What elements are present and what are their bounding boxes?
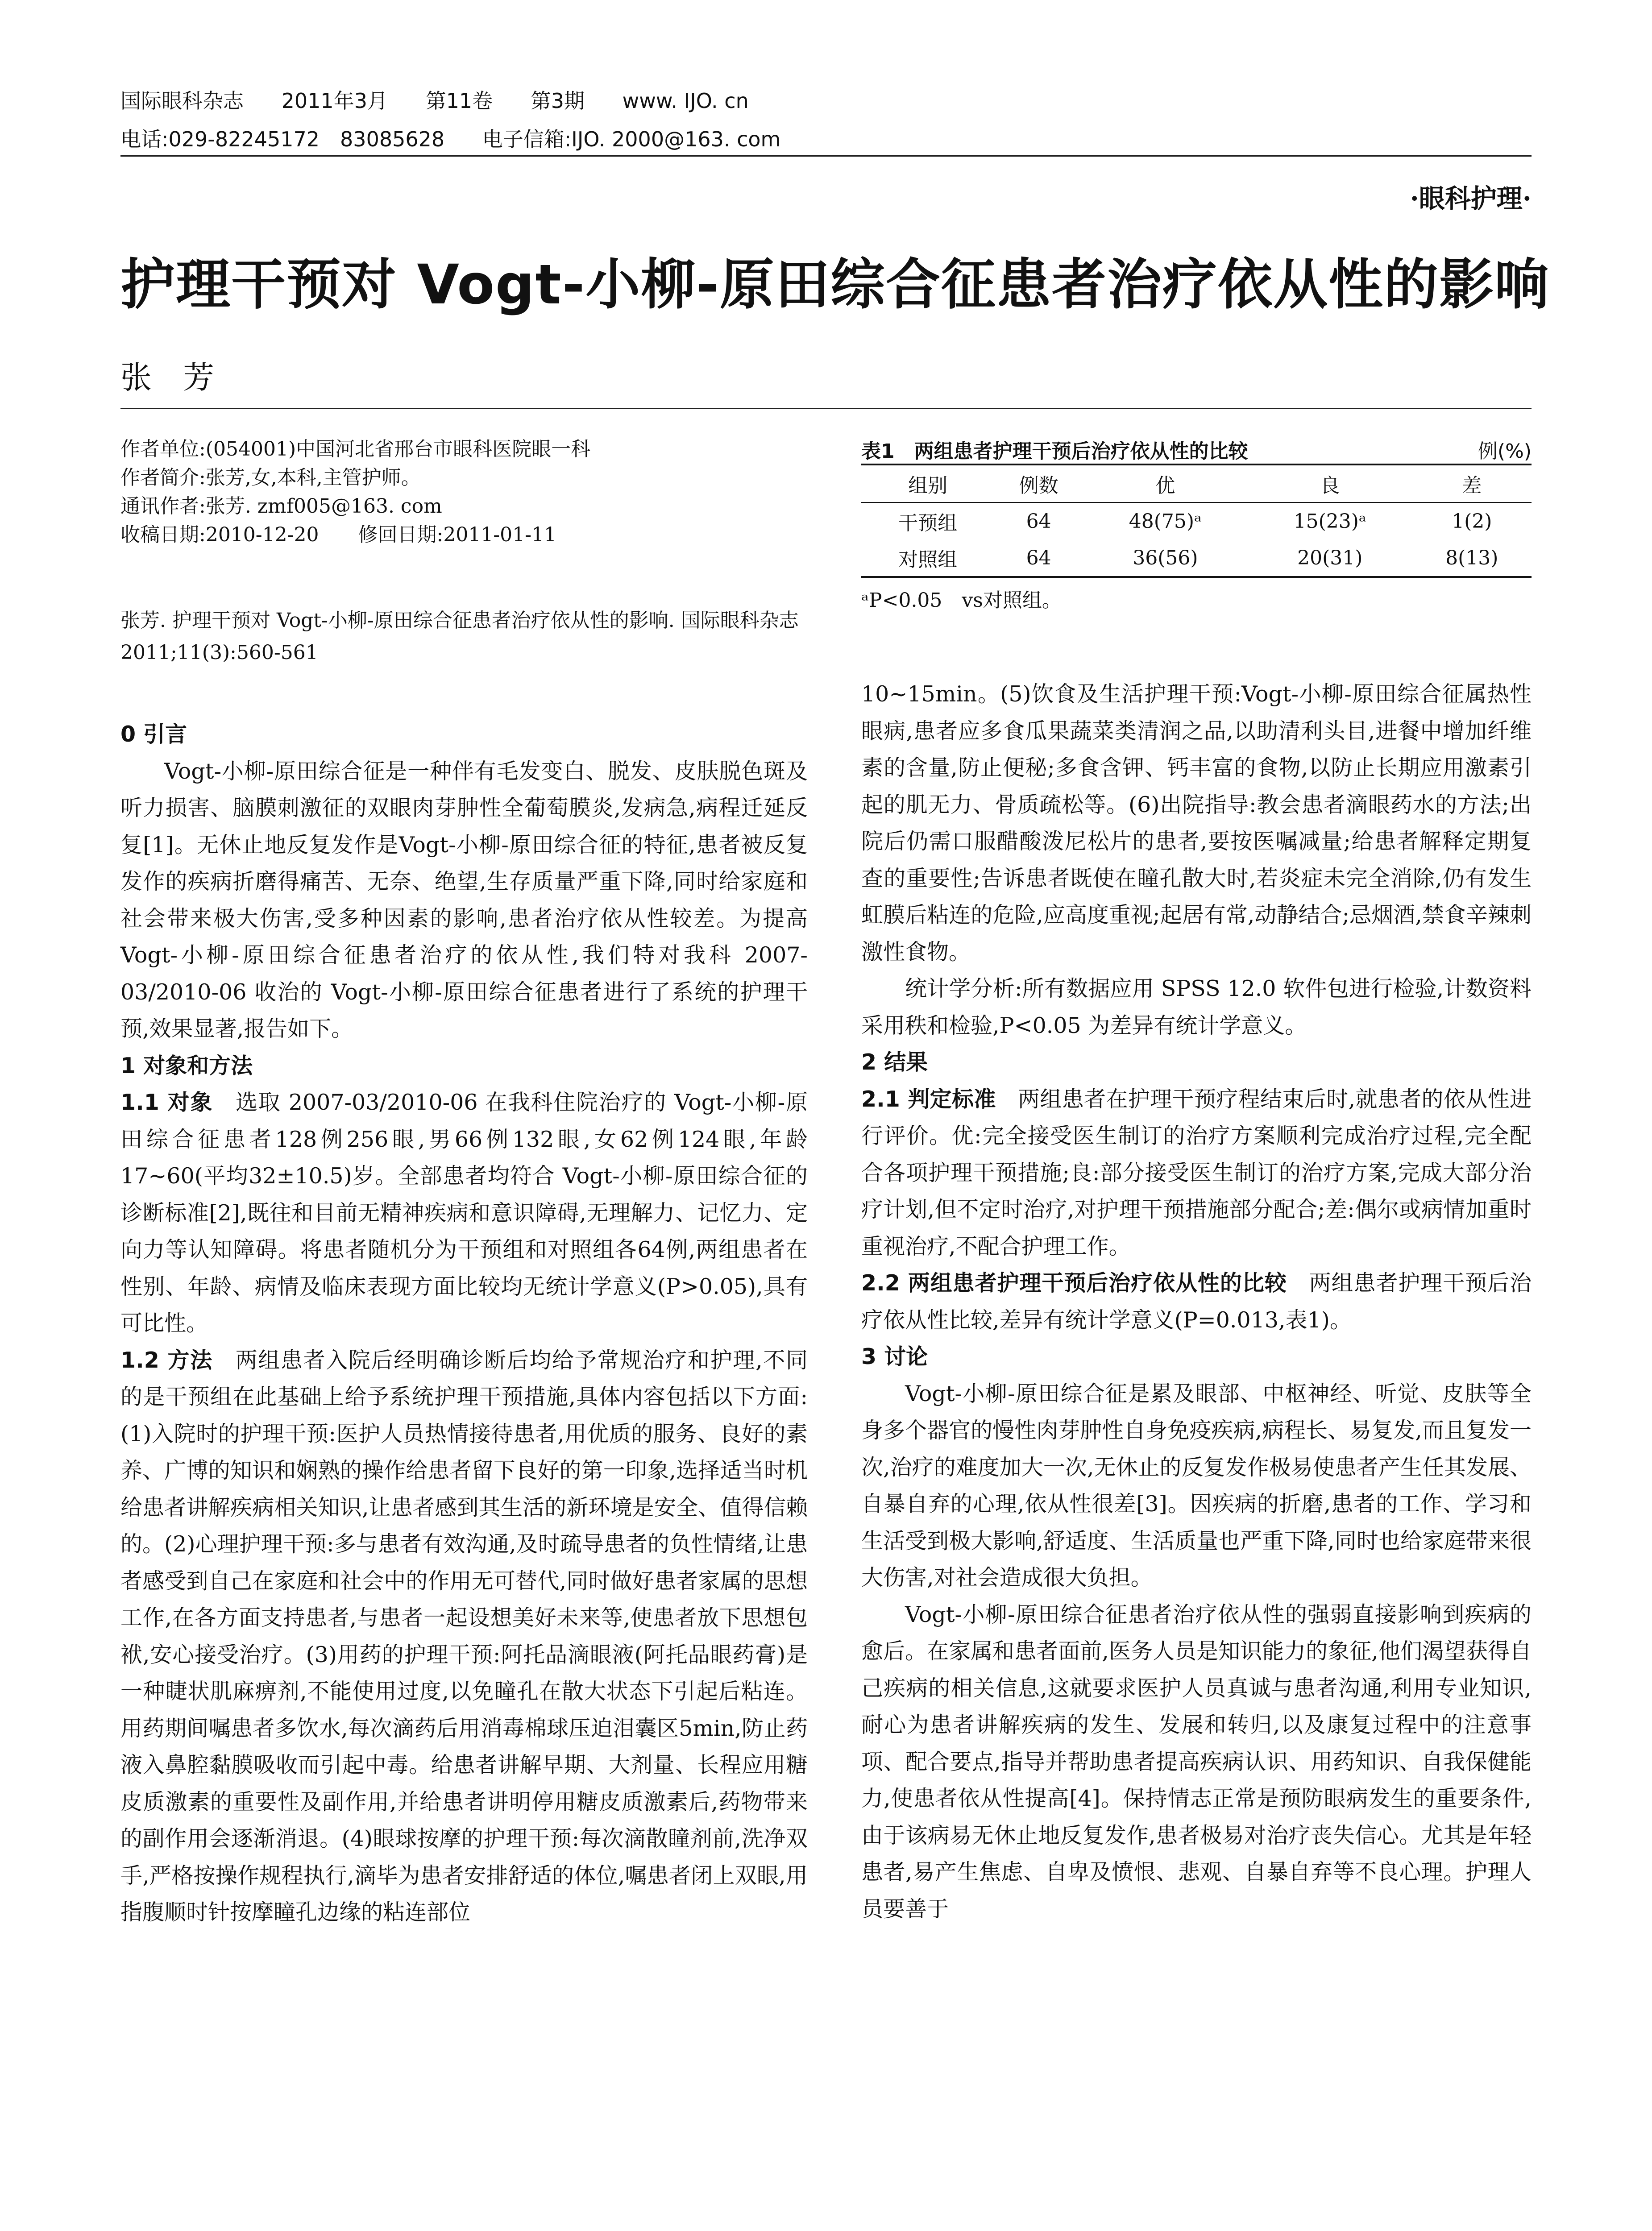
method-text: 两组患者入院后经明确诊断后均给予常规治疗和护理,不同的是干预组在此基础上给予系统护理干预措施,具体内容包括以下方面:(1)入院时的护理干预:医护人员热情接待患者,用优质的服务、良好的素养、广博的知识和娴熟的操作给患者留下良好的第一印象,选择适当时机给患者讲解疾病相关知识,让患者感到其生活的新环境是安全、值得信赖的。(2)心理护理干预:多与患者有效沟通,及时疏导患者的负性情绪,让患者感受到自己在家庭和社会中的作用无可替代,同时做好患者家属的思想工作,在各方面支持患者,与患者一起设想美好未来等,使患者放下思想包袱,安心接受治疗。(3)用药的护理干预:阿托品滴眼液(阿托品眼药膏)是一种睫状肌麻痹剂,不能使用过度,以免瞳孔在散大状态下引起后粘连。用药期间嘱患者多饮水,每次滴药后用消毒棉球压迫泪囊区5min,防止药液入鼻腔黏膜吸收而引起中毒。给患者讲解早期、大剂量、长程应用糖皮质激素的重要性及副作用,并给患者讲明停用糖皮质激素后,药物带来的副作用会逐渐消退。(4)眼球按摩的护理干预:每次滴散瞳剂前,洗净双手,严格按操作规程执行,滴毕为患者安排舒适的体位,嘱患者闭上双眼,用指腹顺时针按摩瞳孔边缘的粘连部位 — [120, 1347, 808, 1925]
subjects-text: 选取 2007-03/2010-06 在我科住院治疗的 Vogt-小柳-原田综合征患者128例256眼,男66例132眼,女62例124眼,年龄17~60(平均32±10.5)岁。全部患者均符合 Vogt-小柳-原田综合征的诊断标准[2],既往和目前无精神疾病和意识障碍,无理解力、记忆力、定向力等认知障碍。将患者随机分为干预组和对照组各64例,两组患者在性别、年龄、病情及临床表现方面比较均无统计学意义(P>0.05),具有可比性。 — [120, 1090, 808, 1336]
paragraph-method — [120, 1342, 808, 1931]
left-column-body — [120, 716, 808, 1931]
header-group: 组别 — [908, 474, 948, 497]
table-header-row — [861, 464, 1532, 502]
paragraph-continued: 10~15min。(5)饮食及生活护理干预:Vogt-小柳-原田综合征属热性眼病,患者应多食瓜果蔬菜类清润之品,以助清利头目,进餐中增加纤维素的含量,防止便秘;多食含钾、钙丰富的食物,以防止长期应用激素引起的肌无力、骨质疏松等。(6)出院指导:教会患者滴眼药水的方法;出院后仍需口服醋酸泼尼松片的患者,要按医嘱减量;给患者解释定期复查的重要性;告诉患者既使在瞳孔散大时,若炎症未完全消除,仍有发生虹膜后粘连的危险,应高度重视;起居有常,动静结合;忌烟酒,禁食辛辣刺激性食物。 — [861, 681, 1532, 965]
paragraph-discussion-1: Vogt-小柳-原田综合征是累及眼部、中枢神经、听觉、皮肤等全身多个器官的慢性肉芽肿性自身免疫疾病,病程长、易复发,而且复发一次,治疗的难度加大一次,无休止的反复发作极易使患者产生任其发展、自暴自弃的心理,依从性很差[3]。因疾病的折磨,患者的工作、学习和生活受到极大影响,舒适度、生活质量也严重下降,同时也给家庭带来很大伤害,对社会造成很大负担。 — [861, 1381, 1532, 1590]
table-row — [861, 502, 1532, 539]
cell: 64 — [1026, 510, 1051, 533]
cell: 8(13) — [1445, 546, 1498, 569]
table-unit: 例(%) — [1478, 440, 1532, 463]
table-note: ᵃP<0.05 vs对照组。 — [861, 589, 1062, 612]
heading-methods: 1 对象和方法 — [120, 1053, 253, 1078]
paragraph-subjects — [120, 1084, 808, 1342]
issue-number: 第3期 — [530, 89, 585, 113]
paragraph-comparison — [861, 1265, 1532, 1339]
subheading-comparison: 2.2 两组患者护理干预后治疗依从性的比较 — [861, 1270, 1287, 1296]
section-tag: ·眼科护理· — [1410, 183, 1532, 214]
header-excellent: 优 — [1155, 474, 1175, 497]
issue-date: 2011年3月 — [281, 89, 388, 113]
author-bio: 作者简介:张芳,女,本科,主管护师。 — [120, 466, 421, 489]
cell: 36(56) — [1133, 546, 1198, 569]
citation: 张芳. 护理干预对 Vogt-小柳-原田综合征患者治疗依从性的影响. 国际眼科杂志 2011;11(3):560-561 — [120, 609, 799, 664]
journal-website[interactable]: www. IJO. cn — [622, 89, 749, 113]
paragraph-intro: Vogt-小柳-原田综合征是一种伴有毛发变白、脱发、皮肤脱色斑及听力损害、脑膜刺激征的双眼肉芽肿性全葡萄膜炎,发病急,病程迁延反复[1]。无休止地反复发作是Vogt-小柳-原田综合征的特征,患者被反复发作的疾病折磨得痛苦、无奈、绝望,生存质量严重下降,同时给家庭和社会带来极大伤害,受多种因素的影响,患者治疗依从性较差。为提高 Vogt-小柳-原田综合征患者治疗的依从性,我们特对我科 2007-03/2010-06 收治的 Vogt-小柳-原田综合征患者进行了系统的护理干预,效果显著,报告如下。 — [120, 758, 808, 1041]
header-count: 例数 — [1019, 474, 1058, 497]
comparison-text: 两组患者护理干预后治疗依从性比较,差异有统计学意义(P=0.013,表1)。 — [861, 1270, 1532, 1333]
paragraph-criteria — [861, 1081, 1532, 1265]
cell: 干预组 — [898, 512, 958, 535]
criteria-text: 两组患者在护理干预疗程结束后时,就患者的依从性进行评价。优:完全接受医生制订的治疗方案顺利完成治疗过程,完全配合各项护理干预措施;良:部分接受医生制订的治疗方案,完成大部分治疗计划,但不定时治疗,对护理干预措施部分配合;差:偶尔或病情加重时重视治疗,不配合护理工作。 — [861, 1086, 1532, 1259]
article-meta — [120, 435, 808, 549]
article-author: 张 芳 — [120, 359, 214, 396]
cell: 20(31) — [1297, 546, 1363, 569]
volume: 第11卷 — [425, 89, 493, 113]
cell: 对照组 — [898, 548, 958, 571]
subheading-subjects: 1.1 对象 — [120, 1090, 213, 1115]
phone: 电话:029-82245172 83085628 — [120, 127, 445, 151]
table-1 — [861, 435, 1532, 613]
header-divider — [120, 155, 1532, 157]
cell: 48(75)ᵃ — [1129, 510, 1202, 533]
corresponding-author: 通讯作者:张芳. zmf005@163. com — [120, 495, 442, 518]
running-header-line2 — [120, 123, 812, 153]
received-dates: 收稿日期:2010-12-20 修回日期:2011-01-11 — [120, 523, 557, 546]
header-good: 良 — [1320, 474, 1340, 497]
right-column-body — [861, 676, 1532, 1928]
table-row — [861, 539, 1532, 577]
email[interactable]: 电子信箱:IJO. 2000@163. com — [482, 127, 781, 151]
subheading-method: 1.2 方法 — [120, 1347, 213, 1373]
title-divider — [120, 408, 1532, 409]
affiliation: 作者单位:(054001)中国河北省邢台市眼科医院眼一科 — [120, 438, 591, 460]
compliance-table — [861, 464, 1532, 578]
cell: 64 — [1026, 546, 1051, 569]
cell: 15(23)ᵃ — [1293, 510, 1366, 533]
heading-discussion: 3 讨论 — [861, 1344, 928, 1369]
paragraph-statistics: 统计学分析:所有数据应用 SPSS 12.0 软件包进行检验,计数资料采用秩和检验,P<0.05 为差异有统计学意义。 — [861, 976, 1532, 1038]
article-title: 护理干预对 Vogt-小柳-原田综合征患者治疗依从性的影响 — [120, 253, 1550, 316]
heading-introduction: 0 引言 — [120, 722, 187, 747]
table-caption-row — [861, 435, 1532, 464]
header-poor: 差 — [1462, 474, 1482, 497]
running-header-line1 — [120, 85, 780, 114]
heading-results: 2 结果 — [861, 1049, 928, 1075]
table-caption: 表1 两组患者护理干预后治疗依从性的比较 — [861, 440, 1248, 463]
subheading-criteria: 2.1 判定标准 — [861, 1086, 996, 1112]
cell: 1(2) — [1452, 510, 1492, 533]
journal-name: 国际眼科杂志 — [120, 89, 244, 113]
paragraph-discussion-2: Vogt-小柳-原田综合征患者治疗依从性的强弱直接影响到疾病的愈后。在家属和患者面前,医务人员是知识能力的象征,他们渴望获得自己疾病的相关信息,这就要求医护人员真诚与患者沟通,利用专业知识,耐心为患者讲解疾病的发生、发展和转归,以及康复过程中的注意事项、配合要点,指导并帮助患者提高疾病认识、用药知识、自我保健能力,使患者依从性提高[4]。保持情志正常是预防眼病发生的重要条件,由于该病易无休止地反复发作,患者极易对治疗丧失信心。尤其是年轻患者,易产生焦虑、自卑及愤恨、悲观、自暴自弃等不良心理。护理人员要善于 — [861, 1601, 1532, 1922]
